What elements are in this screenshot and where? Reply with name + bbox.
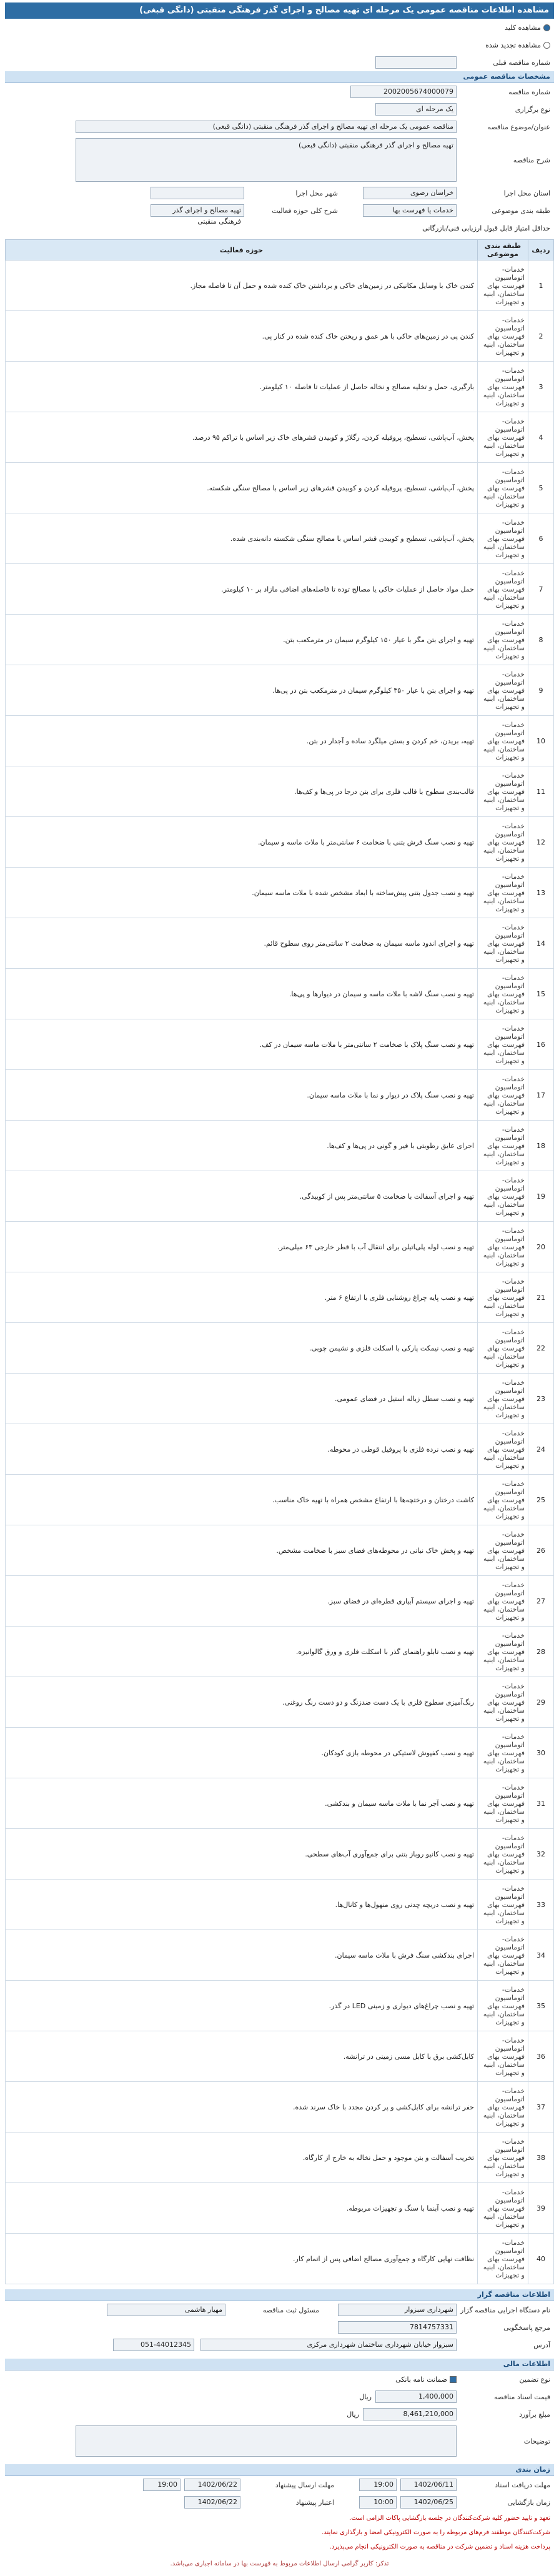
fee-value: 1,400,000 — [375, 2390, 457, 2403]
province-label: استان محل اجرا — [503, 189, 550, 197]
row-number: 20 — [528, 1222, 554, 1272]
row-scope: تهیه و نصب سنگ پلاک در دیوار و نما با ملات ماسه سیمان. — [6, 1070, 478, 1121]
row-scope: تهیه و اجرای بتن مگر با عیار ۱۵۰ کیلوگرم سیمان در مترمکعب بتن. — [6, 615, 478, 665]
table-row — [6, 1728, 554, 1778]
row-number: 35 — [528, 1981, 554, 2031]
addr-value: سبزوار خیابان شهرداری ساختمان شهرداری مرکزی — [200, 2339, 457, 2351]
ref-row — [5, 2319, 554, 2336]
table-row — [6, 766, 554, 817]
row-number: 6 — [528, 513, 554, 564]
table-row — [6, 2031, 554, 2082]
resp-label: مسئول ثبت مناقصه — [262, 2306, 319, 2314]
notes-list — [5, 2511, 554, 2554]
table-row — [6, 918, 554, 969]
table-row — [6, 1424, 554, 1475]
table-row — [6, 513, 554, 564]
row-class: خدمات-اتوماسیون فهرست بهای ساختمان، ابنیه و تجهیزات — [478, 766, 528, 817]
table-row — [6, 1627, 554, 1677]
row-number: 2 — [528, 311, 554, 362]
row-class: خدمات-اتوماسیون فهرست بهای ساختمان، ابنیه و تجهیزات — [478, 1677, 528, 1728]
row-number: 7 — [528, 564, 554, 615]
category-row — [5, 202, 554, 225]
row-class: خدمات-اتوماسیون فهرست بهای ساختمان، ابنیه و تجهیزات — [478, 716, 528, 766]
row-number: 36 — [528, 2031, 554, 2082]
scope-value: تهیه مصالح و اجرای گذر فرهنگی منقبتی — [151, 204, 244, 217]
estimate-unit: ریال — [347, 2410, 359, 2419]
fee-row — [5, 2388, 554, 2405]
table-row — [6, 1121, 554, 1171]
row-number: 27 — [528, 1576, 554, 1627]
price-bar: اطلاعات مالی — [5, 2359, 554, 2370]
row-scope: تهیه و نصب کفپوش لاستیکی در محوطه بازی کودکان. — [6, 1728, 478, 1778]
activity-table — [5, 239, 554, 2284]
row-class: خدمات-اتوماسیون فهرست بهای ساختمان، ابنیه و تجهیزات — [478, 2082, 528, 2133]
row-class: خدمات-اتوماسیون فهرست بهای ساختمان، ابنیه و تجهیزات — [478, 311, 528, 362]
table-row — [6, 362, 554, 412]
type-value: یک مرحله ای — [375, 103, 457, 116]
row-number: 12 — [528, 817, 554, 868]
row-scope: تهیه و نصب لوله پلی‌اتیلن برای انتقال آب با قطر خارجی ۶۳ میلی‌متر. — [6, 1222, 478, 1272]
row-number: 25 — [528, 1475, 554, 1525]
row-class: خدمات-اتوماسیون فهرست بهای ساختمان، ابنیه و تجهیزات — [478, 817, 528, 868]
category-value: خدمات یا فهرست بها — [363, 204, 457, 217]
row-number: 9 — [528, 665, 554, 716]
page-title: مشاهده اطلاعات مناقصه عمومی یک مرحله ای تهیه مصالح و اجرای گذر فرهنگی منقبتی (دانگی قبغی) — [5, 2, 554, 19]
prev-field — [375, 56, 457, 69]
row-class: خدمات-اتوماسیون فهرست بهای ساختمان، ابنیه و تجهیزات — [478, 1778, 528, 1829]
row-scope: تهیه و اجرای بتن با عیار ۳۵۰ کیلوگرم سیمان در مترمکعب بتن در پی‌ها. — [6, 665, 478, 716]
note-item: پرداخت هزینه اسناد و تضمین شرکت در مناقصه به صورت الکترونیکی انجام می‌پذیرد. — [329, 2544, 550, 2550]
table-row — [6, 1829, 554, 1880]
row-number: 24 — [528, 1424, 554, 1475]
row-number: 38 — [528, 2133, 554, 2183]
table-row — [6, 1070, 554, 1121]
row-number: 3 — [528, 362, 554, 412]
ref-label: مرجع پاسخگویی — [503, 2323, 550, 2332]
org-row — [5, 2301, 554, 2319]
row-scope: حفر ترانشه برای کابل‌کشی و پر کردن مجدد با خاک سرند شده. — [6, 2082, 478, 2133]
desc-value: تهیه مصالح و اجرای گذر فرهنگی منقبتی (دانگی قبغی) — [76, 138, 457, 182]
bid-date: 1402/06/22 — [184, 2479, 240, 2491]
table-row — [6, 665, 554, 716]
col-row: ردیف — [528, 240, 554, 260]
row-number: 26 — [528, 1525, 554, 1576]
row-scope: تهیه و نصب سطل زباله استیل در فضای عمومی. — [6, 1374, 478, 1424]
row-scope: تهیه و نصب تابلو راهنمای گذر با اسکلت فلزی و ورق گالوانیزه. — [6, 1627, 478, 1677]
row-scope: رنگ‌آمیزی سطوح فلزی با یک دست ضدزنگ و دو دست رنگ روغنی. — [6, 1677, 478, 1728]
prev-label: شماره مناقصه قبلی — [493, 58, 550, 67]
addr-label: آدرس — [533, 2341, 550, 2349]
pub-date: 1402/06/11 — [400, 2479, 457, 2491]
row-number: 28 — [528, 1627, 554, 1677]
row-scope: تهیه و نصب نیمکت پارکی با اسکلت فلزی و نشیمن چوبی. — [6, 1323, 478, 1374]
row-class: خدمات-اتوماسیون فهرست بهای ساختمان، ابنیه و تجهیزات — [478, 1525, 528, 1576]
addr-row — [5, 2336, 554, 2354]
bid-label: مهلت ارسال پیشنهاد — [275, 2480, 334, 2489]
city-value — [151, 187, 244, 199]
row-scope: تهیه و نصب سنگ لاشه با ملات ماسه و سیمان در دیوارها و پی‌ها. — [6, 969, 478, 1019]
row-class: خدمات-اتوماسیون فهرست بهای ساختمان، ابنیه و تجهیزات — [478, 2234, 528, 2284]
row-scope: پخش، آب‌پاشی، تسطیح، پروفیله کردن، رگلاژ و کوبیدن قشرهای خاک زیر اساس با تراکم ۹۵ درصد. — [6, 412, 478, 463]
row-scope: نظافت نهایی کارگاه و جمع‌آوری مصالح اضافی پس از اتمام کار. — [6, 2234, 478, 2284]
prev-row — [5, 54, 554, 71]
view-radio[interactable] — [543, 24, 550, 31]
table-row — [6, 1677, 554, 1728]
row-scope: کابل‌کشی برق با کابل مسی زمینی در ترانشه. — [6, 2031, 478, 2082]
row-class: خدمات-اتوماسیون فهرست بهای ساختمان، ابنیه و تجهیزات — [478, 1171, 528, 1222]
type-label: نوع برگزاری — [515, 105, 550, 114]
table-row — [6, 615, 554, 665]
org-label: نام دستگاه اجرایی مناقصه گزار — [460, 2306, 550, 2314]
row-class: خدمات-اتوماسیون فهرست بهای ساختمان، ابنیه و تجهیزات — [478, 2183, 528, 2234]
row-class: خدمات-اتوماسیون فهرست بهای ساختمان، ابنیه و تجهیزات — [478, 2133, 528, 2183]
row-class: خدمات-اتوماسیون فهرست بهای ساختمان، ابنیه و تجهیزات — [478, 513, 528, 564]
row-class: خدمات-اتوماسیون فهرست بهای ساختمان، ابنیه و تجهیزات — [478, 1576, 528, 1627]
row-number: 17 — [528, 1070, 554, 1121]
row-number: 8 — [528, 615, 554, 665]
row-number: 21 — [528, 1272, 554, 1323]
row-number: 30 — [528, 1728, 554, 1778]
renewed-radio[interactable] — [543, 42, 550, 49]
category-label: طبقه بندی موضوعی — [492, 206, 550, 215]
row-class: خدمات-اتوماسیون فهرست بهای ساختمان، ابنیه و تجهیزات — [478, 1627, 528, 1677]
row-class: خدمات-اتوماسیون فهرست بهای ساختمان، ابنیه و تجهیزات — [478, 1728, 528, 1778]
table-row — [6, 1525, 554, 1576]
bid-time: 19:00 — [143, 2479, 181, 2491]
row-number: 10 — [528, 716, 554, 766]
row-scope: تهیه و نصب نرده فلزی با پروفیل قوطی در محوطه. — [6, 1424, 478, 1475]
row-class: خدمات-اتوماسیون فهرست بهای ساختمان، ابنیه و تجهیزات — [478, 918, 528, 969]
row-number: 31 — [528, 1778, 554, 1829]
row-class: خدمات-اتوماسیون فهرست بهای ساختمان، ابنیه و تجهیزات — [478, 412, 528, 463]
row-class: خدمات-اتوماسیون فهرست بهای ساختمان، ابنیه و تجهیزات — [478, 969, 528, 1019]
open-label: زمان بازگشایی — [507, 2498, 550, 2507]
deposit-row — [5, 2370, 554, 2388]
open-time: 10:00 — [359, 2496, 397, 2509]
row-class: خدمات-اتوماسیون فهرست بهای ساختمان، ابنیه و تجهیزات — [478, 868, 528, 918]
dates-bar: زمان بندی — [5, 2464, 554, 2476]
row-number: 37 — [528, 2082, 554, 2133]
table-row — [6, 2133, 554, 2183]
deposit-label: نوع تضمین — [519, 2375, 550, 2384]
goods-label: حداقل امتیاز قابل قبول ارزیابی فنی/بازرگانی — [422, 224, 550, 232]
row-class: خدمات-اتوماسیون فهرست بهای ساختمان، ابنیه و تجهیزات — [478, 2031, 528, 2082]
scope-label: شرح کلی حوزه فعالیت — [272, 206, 338, 215]
row-scope: تهیه و نصب سنگ پلاک با ضخامت ۲ سانتی‌متر با ملات ماسه سیمان در کف. — [6, 1019, 478, 1070]
table-row — [6, 2183, 554, 2234]
resp-value: مهیار هاشمی — [107, 2304, 225, 2316]
row-number: 18 — [528, 1121, 554, 1171]
mode-row — [5, 19, 554, 36]
row-scope: تهیه و نصب آجر نما با ملات ماسه سیمان و بندکشی. — [6, 1778, 478, 1829]
row-class: خدمات-اتوماسیون فهرست بهای ساختمان، ابنیه و تجهیزات — [478, 1374, 528, 1424]
row-class: خدمات-اتوماسیون فهرست بهای ساختمان، ابنیه و تجهیزات — [478, 260, 528, 311]
row-number: 34 — [528, 1930, 554, 1981]
table-row — [6, 564, 554, 615]
table-row — [6, 1222, 554, 1272]
col-scope: حوزه فعالیت — [6, 240, 478, 260]
row-number: 22 — [528, 1323, 554, 1374]
row-scope: تهیه و نصب چراغ‌های دیواری و زمینی LED در گذر. — [6, 1981, 478, 2031]
table-row — [6, 260, 554, 311]
row-number: 11 — [528, 766, 554, 817]
table-row — [6, 1981, 554, 2031]
row-number: 4 — [528, 412, 554, 463]
row-class: خدمات-اتوماسیون فهرست بهای ساختمان، ابنیه و تجهیزات — [478, 1829, 528, 1880]
row-class: خدمات-اتوماسیون فهرست بهای ساختمان، ابنیه و تجهیزات — [478, 1070, 528, 1121]
estimate-label: مبلغ برآورد — [519, 2410, 550, 2419]
row-scope: حمل مواد حاصل از عملیات خاکی یا مصالح توده تا فاصله‌های اضافی مازاد بر ۱۰ کیلومتر. — [6, 564, 478, 615]
row-scope: کندن خاک با وسایل مکانیکی در زمین‌های خاکی و برداشتن خاک کنده شده و حمل آن تا فاصله مجاز. — [6, 260, 478, 311]
row-scope: تهیه و نصب آبنما با سنگ و تجهیزات مربوطه. — [6, 2183, 478, 2234]
fee-unit: ریال — [359, 2392, 372, 2401]
row-scope: تهیه و نصب کانیو روباز بتنی برای جمع‌آوری آب‌های سطحی. — [6, 1829, 478, 1880]
row-class: خدمات-اتوماسیون فهرست بهای ساختمان، ابنیه و تجهیزات — [478, 1880, 528, 1930]
province-value: خراسان رضوی — [363, 187, 457, 199]
row-class: خدمات-اتوماسیون فهرست بهای ساختمان، ابنیه و تجهیزات — [478, 1222, 528, 1272]
open-date: 1402/06/25 — [400, 2496, 457, 2509]
province-row — [5, 184, 554, 202]
table-row — [6, 1323, 554, 1374]
table-row — [6, 817, 554, 868]
renewed-row — [5, 36, 554, 54]
row-number: 5 — [528, 463, 554, 513]
row-number: 1 — [528, 260, 554, 311]
row-scope: تخریب آسفالت و بتن موجود و حمل نخاله به خارج از کارگاه. — [6, 2133, 478, 2183]
table-row — [6, 969, 554, 1019]
row-class: خدمات-اتوماسیون فهرست بهای ساختمان، ابنیه و تجهیزات — [478, 1930, 528, 1981]
row-class: خدمات-اتوماسیون فهرست بهای ساختمان، ابنیه و تجهیزات — [478, 665, 528, 716]
row-scope: پخش، آب‌پاشی، تسطیح و کوبیدن قشر اساس با مصالح سنگی شکسته دانه‌بندی شده. — [6, 513, 478, 564]
subject-value: مناقصه عمومی یک مرحله ای تهیه مصالح و اجرای گذر فرهنگی منقبتی (دانگی قبغی) — [76, 121, 457, 133]
row-number: 32 — [528, 1829, 554, 1880]
row-scope: تهیه و پخش خاک نباتی در محوطه‌های فضای سبز با ضخامت مشخص. — [6, 1525, 478, 1576]
city-label: شهر محل اجرا — [295, 189, 338, 197]
notes-row — [5, 2423, 554, 2459]
number-row — [5, 83, 554, 101]
table-row — [6, 1930, 554, 1981]
desc-label: شرح مناقصه — [513, 156, 550, 164]
table-row — [6, 1272, 554, 1323]
table-row — [6, 716, 554, 766]
pub-label: مهلت دریافت اسناد — [495, 2480, 550, 2489]
organizer-bar: اطلاعات مناقصه گزار — [5, 2289, 554, 2301]
row-scope: قالب‌بندی سطوح با قالب فلزی برای بتن درجا در پی‌ها و کف‌ها. — [6, 766, 478, 817]
table-row — [6, 2234, 554, 2284]
row-number: 39 — [528, 2183, 554, 2234]
table-row — [6, 1019, 554, 1070]
row-scope: کاشت درختان و درختچه‌ها با ارتفاع مشخص همراه با تهیه خاک مناسب. — [6, 1475, 478, 1525]
row-number: 13 — [528, 868, 554, 918]
row-scope: پخش، آب‌پاشی، تسطیح، پروفیله کردن و کوبیدن قشرهای زیر اساس با مصالح سنگی شکسته. — [6, 463, 478, 513]
open-row — [5, 2494, 554, 2511]
valid-label: اعتبار پیشنهاد — [295, 2498, 334, 2507]
row-scope: اجرای عایق رطوبتی با قیر و گونی در پی‌ها و کف‌ها. — [6, 1121, 478, 1171]
table-row — [6, 2082, 554, 2133]
org-value: شهرداری سبزوار — [338, 2304, 457, 2316]
row-number: 40 — [528, 2234, 554, 2284]
row-scope: تهیه و نصب دریچه چدنی روی منهول‌ها و کانال‌ها. — [6, 1880, 478, 1930]
row-scope: تهیه، بریدن، خم کردن و بستن میلگرد ساده و آجدار در بتن. — [6, 716, 478, 766]
row-class: خدمات-اتوماسیون فهرست بهای ساختمان، ابنیه و تجهیزات — [478, 1424, 528, 1475]
row-class: خدمات-اتوماسیون فهرست بهای ساختمان، ابنیه و تجهیزات — [478, 1981, 528, 2031]
table-row — [6, 412, 554, 463]
note-item: تعهد و تایید حضور کلیه شرکت‌کنندگان در جلسه بازگشایی پاکات الزامی است. — [349, 2515, 550, 2522]
fee-label: قیمت اسناد مناقصه — [494, 2392, 550, 2401]
subject-label: عنوان/موضوع مناقصه — [487, 122, 550, 131]
row-number: 23 — [528, 1374, 554, 1424]
table-row — [6, 1171, 554, 1222]
row-number: 14 — [528, 918, 554, 969]
table-row — [6, 1475, 554, 1525]
table-row — [6, 1880, 554, 1930]
row-class: خدمات-اتوماسیون فهرست بهای ساختمان، ابنیه و تجهیزات — [478, 564, 528, 615]
table-row — [6, 463, 554, 513]
row-scope: تهیه و اجرای اندود ماسه سیمان به ضخامت ۲ سانتی‌متر روی سطوح قائم. — [6, 918, 478, 969]
row-number: 15 — [528, 969, 554, 1019]
pub-row — [5, 2476, 554, 2494]
subject-row — [5, 118, 554, 136]
row-scope: تهیه و اجرای آسفالت با ضخامت ۵ سانتی‌متر پس از کوبیدگی. — [6, 1171, 478, 1222]
row-class: خدمات-اتوماسیون فهرست بهای ساختمان، ابنیه و تجهیزات — [478, 362, 528, 412]
desc-row — [5, 136, 554, 184]
type-row — [5, 101, 554, 118]
table-row — [6, 1374, 554, 1424]
row-scope: تهیه و اجرای سیستم آبیاری قطره‌ای در فضای سبز. — [6, 1576, 478, 1627]
general-bar: مشخصات مناقصه عمومی — [5, 71, 554, 83]
row-number: 33 — [528, 1880, 554, 1930]
row-scope: تهیه و نصب جدول بتنی پیش‌ساخته با ابعاد مشخص شده با ملات ماسه سیمان. — [6, 868, 478, 918]
deposit-type: ضمانت نامه بانکی — [395, 2375, 447, 2384]
estimate-value: 8,461,210,000 — [363, 2408, 457, 2420]
table-row — [6, 311, 554, 362]
valid-date: 1402/06/22 — [184, 2496, 240, 2509]
row-class: خدمات-اتوماسیون فهرست بهای ساختمان، ابنیه و تجهیزات — [478, 1272, 528, 1323]
row-class: خدمات-اتوماسیون فهرست بهای ساختمان، ابنیه و تجهیزات — [478, 463, 528, 513]
footer-note: تذکر: کاربر گرامی ارسال اطلاعات مربوط به فهرست بها در سامانه اجباری می‌باشد. — [170, 2560, 389, 2567]
ref-value: 7814757331 — [338, 2321, 457, 2334]
table-row — [6, 868, 554, 918]
notes-field — [76, 2425, 457, 2457]
row-scope: تهیه و نصب سنگ فرش بتنی با ضخامت ۶ سانتی‌متر با ملات ماسه و سیمان. — [6, 817, 478, 868]
pub-time: 19:00 — [359, 2479, 397, 2491]
view-label: مشاهده کلید — [505, 23, 541, 32]
col-class: طبقه بندی موضوعی — [478, 240, 528, 260]
row-class: خدمات-اتوماسیون فهرست بهای ساختمان، ابنیه و تجهیزات — [478, 1475, 528, 1525]
renewed-label: مشاهده تجدید شده — [485, 41, 541, 49]
estimate-row — [5, 2405, 554, 2423]
table-row — [6, 1576, 554, 1627]
row-class: خدمات-اتوماسیون فهرست بهای ساختمان، ابنیه و تجهیزات — [478, 1121, 528, 1171]
row-class: خدمات-اتوماسیون فهرست بهای ساختمان، ابنیه و تجهیزات — [478, 1019, 528, 1070]
row-class: خدمات-اتوماسیون فهرست بهای ساختمان، ابنیه و تجهیزات — [478, 1323, 528, 1374]
row-scope: بارگیری، حمل و تخلیه مصالح و نخاله حاصل از عملیات تا فاصله ۱۰ کیلومتر. — [6, 362, 478, 412]
row-number: 16 — [528, 1019, 554, 1070]
deposit-check[interactable] — [450, 2376, 457, 2383]
table-row — [6, 1778, 554, 1829]
notes-label: توضیحات — [523, 2437, 550, 2445]
note-item: شرکت‌کنندگان موظفند فرم‌های مربوطه را به صورت الکترونیکی امضا و بارگذاری نمایند. — [322, 2529, 550, 2536]
goods-row — [5, 219, 554, 237]
row-scope: تهیه و نصب پایه چراغ روشنایی فلزی با ارتفاع ۶ متر. — [6, 1272, 478, 1323]
number-label: شماره مناقصه — [508, 87, 550, 96]
number-value: 2002005674000079 — [350, 86, 457, 98]
row-number: 29 — [528, 1677, 554, 1728]
phone-value: 051-44012345 — [113, 2339, 194, 2351]
row-scope: اجرای بندکشی سنگ فرش با ملات ماسه سیمان. — [6, 1930, 478, 1981]
row-scope: کندن پی در زمین‌های خاکی با هر عمق و ریختن خاک کنده شده در کنار پی. — [6, 311, 478, 362]
row-class: خدمات-اتوماسیون فهرست بهای ساختمان، ابنیه و تجهیزات — [478, 615, 528, 665]
row-number: 19 — [528, 1171, 554, 1222]
